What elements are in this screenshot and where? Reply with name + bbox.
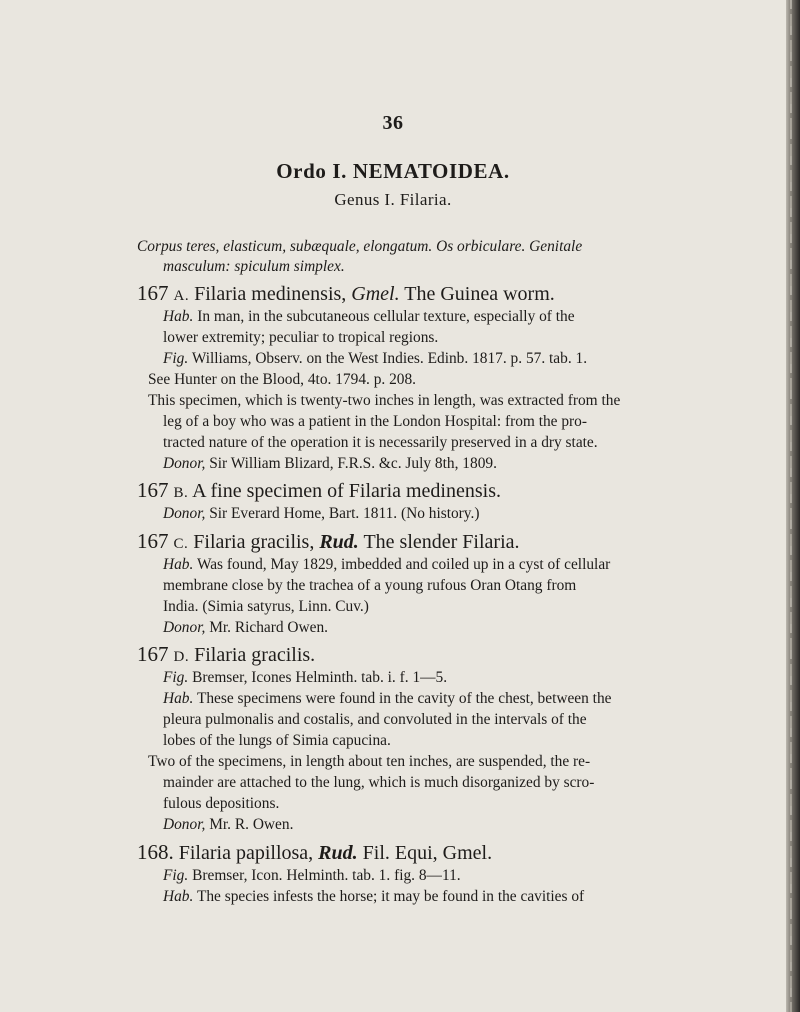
entry-line	[163, 329, 438, 347]
entry-number: 168.	[137, 840, 174, 864]
line-label: Hab.	[163, 690, 194, 707]
line-label: Hab.	[163, 556, 194, 573]
order-name: NEMATOIDEA.	[352, 159, 510, 183]
line-text: India. (Simia satyrus, Linn. Cuv.)	[163, 598, 369, 615]
line-text: lower extremity; peculiar to tropical regions.	[163, 329, 439, 346]
entry-line	[163, 350, 587, 368]
line-text: pleura pulmonalis and costalis, and convoluted in the intervals of the	[163, 711, 587, 728]
line-text: Sir Everard Home, Bart. 1811. (No history.)	[209, 505, 480, 522]
genus-character-line-1: Corpus teres, elasticum, subæquale, elongatum. Os orbiculare. Genitale	[137, 238, 583, 255]
entry-title: Filaria gracilis,	[193, 531, 315, 553]
entry-line	[163, 774, 594, 792]
entry-author: Gmel.	[351, 283, 400, 305]
line-text: In man, in the subcutaneous cellular texture, especially of the	[197, 308, 575, 325]
line-text: Bremser, Icones Helminth. tab. i. f. 1—5.	[192, 669, 448, 686]
entry-heading-167a	[137, 281, 555, 308]
order-heading	[0, 159, 786, 184]
line-text: Williams, Observ. on the West Indies. Edinb. 1817. p. 57. tab. 1.	[191, 350, 588, 367]
page-edge-shadow	[786, 0, 800, 1012]
line-label: Donor,	[163, 619, 206, 636]
genus-character-line-2: masculum: spiculum simplex.	[163, 258, 345, 275]
entry-line	[163, 690, 611, 708]
entry-author: Rud.	[318, 842, 358, 864]
entry-letter: D.	[173, 649, 190, 665]
entry-line	[163, 413, 587, 431]
entry-common-name: The slender Filaria.	[363, 531, 520, 553]
entry-title: Filaria gracilis.	[194, 644, 316, 666]
line-text: Bremser, Icon. Helminth. tab. 1. fig. 8—11.	[192, 867, 461, 884]
line-label: Hab.	[163, 888, 194, 905]
entry-line	[163, 434, 598, 452]
entry-number: 167	[137, 281, 169, 305]
line-text: lobes of the lungs of Simia capucina.	[163, 732, 391, 749]
line-label: Hab.	[163, 308, 194, 325]
line-text: See Hunter on the Blood, 4to. 1794. p. 208.	[148, 371, 417, 388]
line-text: leg of a boy who was a patient in the London Hospital: from the pro-	[163, 413, 588, 430]
line-text: mainder are attached to the lung, which is much disorganized by scro-	[163, 774, 595, 791]
entry-title: Filaria papillosa,	[178, 842, 314, 864]
entry-line	[163, 577, 576, 595]
entry-line	[163, 732, 391, 750]
line-label: Fig.	[163, 669, 189, 686]
entry-title: Filaria medinensis,	[194, 283, 347, 305]
entry-number: 167	[137, 642, 169, 666]
entry-line	[163, 505, 479, 523]
line-text: This specimen, which is twenty-two inches in length, was extracted from the	[148, 392, 621, 409]
genus-heading	[0, 190, 786, 210]
entry-heading-168	[137, 840, 492, 865]
order-prefix: Ordo I.	[276, 159, 347, 183]
entry-line	[163, 795, 279, 813]
entry-author: Rud.	[319, 531, 359, 553]
entry-line	[163, 308, 575, 326]
entry-line	[163, 669, 447, 687]
entry-letter: B.	[173, 485, 189, 501]
line-text: Mr. Richard Owen.	[209, 619, 329, 636]
line-text: These specimens were found in the cavity of the chest, between the	[196, 690, 612, 707]
entry-title: A fine specimen of Filaria medinensis.	[192, 480, 501, 502]
line-label: Donor,	[163, 816, 206, 833]
entry-line	[163, 816, 293, 834]
entry-heading-167c	[137, 529, 520, 556]
genus-prefix: Genus I.	[334, 190, 396, 209]
entry-number: 167	[137, 478, 169, 502]
entry-common-name: The Guinea worm.	[404, 283, 555, 305]
entry-line	[163, 867, 461, 885]
line-text: The species infests the horse; it may be found in the cavities of	[196, 888, 585, 905]
line-label: Donor,	[163, 505, 206, 522]
entry-line	[163, 888, 584, 906]
entry-letter: A.	[173, 288, 190, 304]
line-text: Mr. R. Owen.	[209, 816, 294, 833]
entry-line	[163, 598, 369, 616]
line-text: Sir William Blizard, F.R.S. &c. July 8th, 1809.	[209, 455, 497, 472]
line-text: Was found, May 1829, imbedded and coiled up in a cyst of cellular	[196, 556, 611, 573]
entry-common-name: Fil. Equi, Gmel.	[362, 842, 493, 864]
line-text: membrane close by the trachea of a young rufous Oran Otang from	[163, 577, 577, 594]
entry-line	[163, 455, 497, 473]
line-text: Two of the specimens, in length about ten inches, are suspended, the re-	[148, 753, 591, 770]
entry-line	[148, 371, 416, 389]
entry-heading-167d	[137, 642, 315, 669]
line-label: Fig.	[163, 350, 189, 367]
entry-letter: C.	[173, 536, 189, 552]
entry-line	[163, 619, 328, 637]
page-number: 36	[382, 112, 404, 134]
line-label: Fig.	[163, 867, 189, 884]
entry-heading-167b	[137, 478, 501, 505]
entry-line	[163, 711, 587, 729]
entry-line	[148, 753, 590, 771]
line-label: Donor,	[163, 455, 206, 472]
entry-line	[148, 392, 620, 410]
entry-number: 167	[137, 529, 169, 553]
entry-line	[163, 556, 610, 574]
genus-name: Filaria.	[399, 190, 452, 209]
line-text: fulous depositions.	[163, 795, 280, 812]
line-text: tracted nature of the operation it is necessarily preserved in a dry state.	[163, 434, 598, 451]
